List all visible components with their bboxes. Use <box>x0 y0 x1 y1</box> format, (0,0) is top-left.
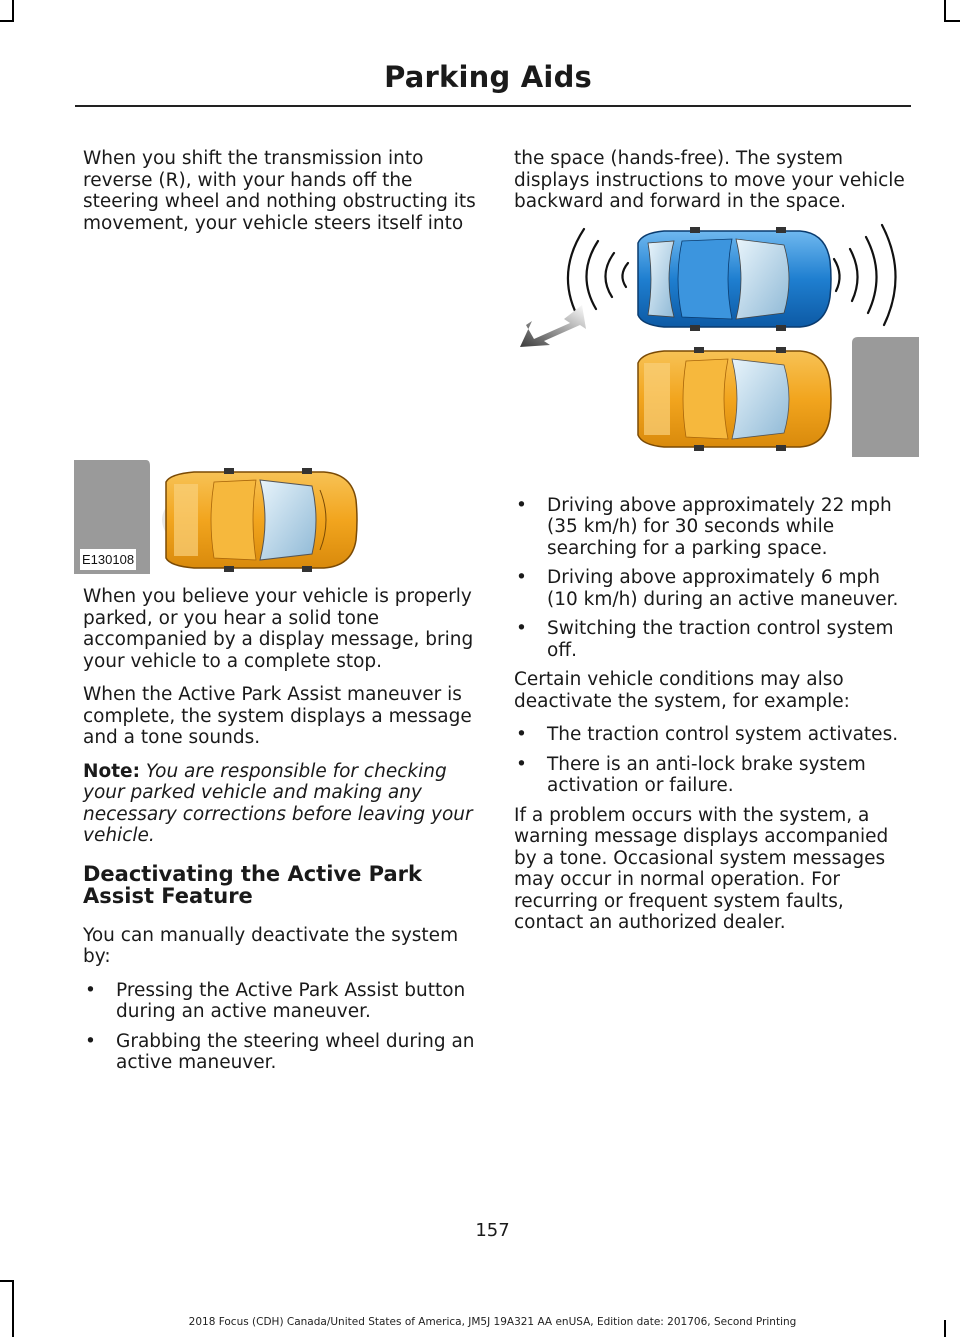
crop-mark-top-left-v <box>12 0 14 22</box>
page-title: Parking Aids <box>384 60 592 94</box>
list-item <box>514 724 911 746</box>
bullet-glyph: • <box>85 979 96 1001</box>
right-column <box>514 148 911 946</box>
intro-paragraph: When you shift the transmission into reverse (R), with your hands off the steering wheel and nothing obstructing its movement, your vehicle steers itself into <box>83 148 476 234</box>
crop-mark-top-left-h <box>0 20 14 22</box>
list-item <box>514 495 911 560</box>
sensor-waves-right <box>834 225 896 325</box>
list-item-text: Grabbing the steering wheel during an active maneuver. <box>116 1030 475 1073</box>
note-label: Note: <box>83 760 140 782</box>
crop-mark-top-right-v <box>944 0 946 22</box>
orange-car-shape <box>166 468 357 572</box>
list-item <box>83 980 478 1023</box>
intro-paragraph: the space (hands-free). The system displays instructions to move your vehicle backward and forward in the space. <box>514 148 905 212</box>
bullet-glyph: • <box>516 724 527 745</box>
left-column <box>83 148 478 1082</box>
bullet-glyph: • <box>85 1030 96 1052</box>
header-divider <box>75 105 911 107</box>
note-text: You are responsible for checking your parked vehicle and making any necessary corrections before leaving your vehicle. <box>83 760 473 846</box>
list-item-text: Driving above approximately 6 mph (10 km/h) during an active maneuver. <box>547 567 899 610</box>
parking-maneuver-illustration <box>514 213 919 457</box>
bullet-glyph: • <box>516 753 527 775</box>
list-item <box>514 618 911 661</box>
figure-code: E130108 <box>80 549 136 571</box>
parking-illustration-right <box>514 213 911 457</box>
crop-mark-bottom-left-v <box>12 1280 14 1337</box>
crop-mark-bottom-left-h <box>0 1280 14 1282</box>
curb-block <box>852 337 919 457</box>
crop-mark-top-right-h <box>944 20 960 22</box>
parking-illustration-left <box>74 246 478 574</box>
page-number: 157 <box>475 1220 510 1241</box>
orange-car-shape <box>638 347 831 451</box>
paragraph: When you believe your vehicle is properly parked, or you hear a solid tone accompanied by a display message, bring your vehicle to a complete stop. <box>83 586 474 672</box>
list-item-text: Driving above approximately 22 mph (35 km/h) for 30 seconds while searching for a parking space. <box>547 494 892 559</box>
list-item-text: Pressing the Active Park Assist button during an active maneuver. <box>116 979 466 1022</box>
paragraph: If a problem occurs with the system, a warning message displays accompanied by a tone. Occasional system messages may occur in normal operation. For recurring or frequent system faults, contact an authorized dealer. <box>514 804 889 933</box>
list-item-text: There is an anti-lock brake system activation or failure. <box>547 753 866 796</box>
list-item <box>514 754 911 797</box>
paragraph: Certain vehicle conditions may also deactivate the system, for example: <box>514 669 850 712</box>
bullet-glyph: • <box>516 567 527 588</box>
reverse-arrow-icon <box>520 305 586 347</box>
footer-text: 2018 Focus (CDH) Canada/United States of America, JM5J 19A321 AA enUSA, Edition date: 201706, Second Printing <box>188 1316 797 1328</box>
paragraph: You can manually deactivate the system by: <box>83 924 459 967</box>
paragraph: When the Active Park Assist maneuver is complete, the system displays a message and a tone sounds. <box>83 684 472 748</box>
list-item-text: The traction control system activates. <box>547 724 899 745</box>
list-item <box>514 567 911 610</box>
list-item-text: Switching the traction control system off. <box>547 618 894 661</box>
bullet-glyph: • <box>516 618 527 639</box>
sensor-waves-left <box>568 229 628 321</box>
blue-car-shape <box>638 227 831 331</box>
bullet-glyph: • <box>516 494 527 516</box>
list-item <box>83 1031 478 1074</box>
section-heading: Deactivating the Active Park Assist Feature <box>83 861 422 908</box>
parked-car-illustration <box>74 246 479 574</box>
note <box>83 761 478 847</box>
